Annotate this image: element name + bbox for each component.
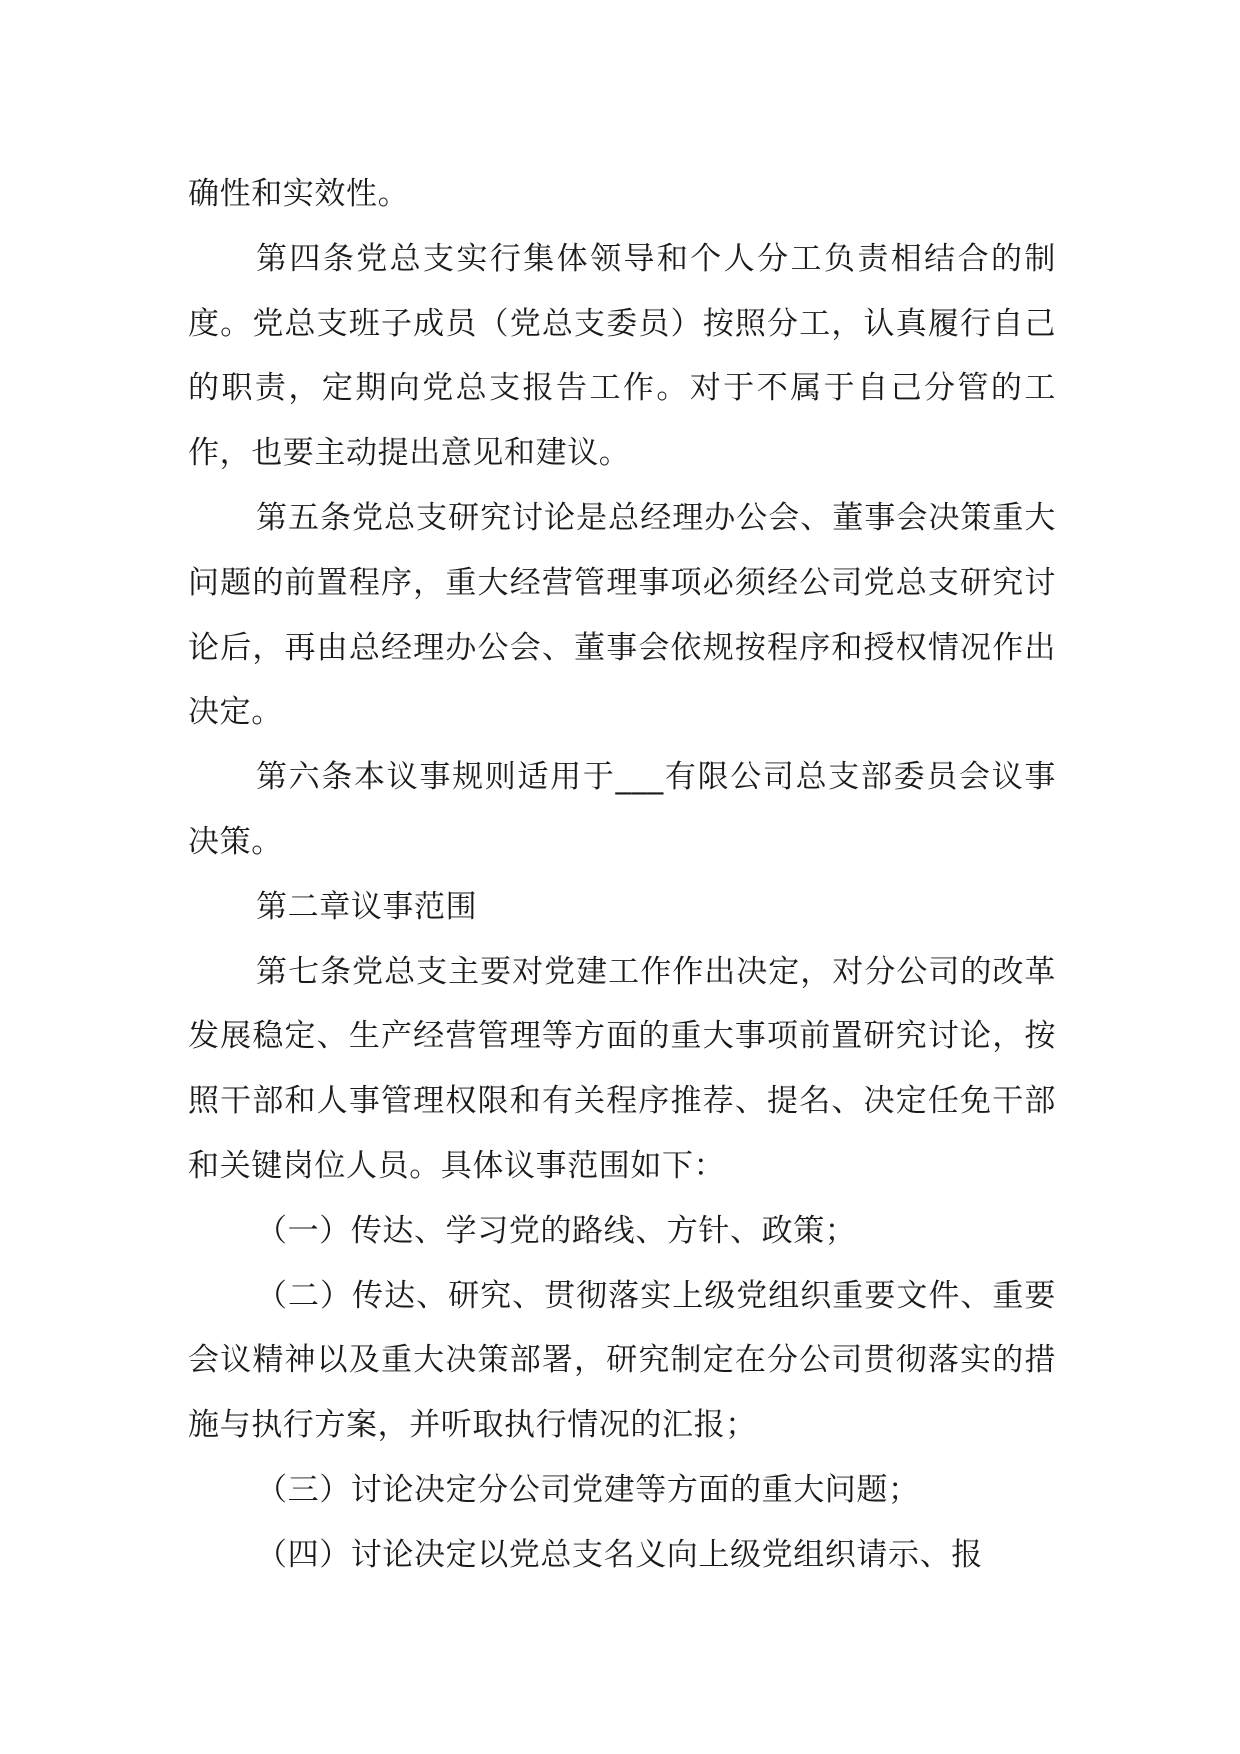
paragraph-continuation: 确性和实效性。 [188,176,410,212]
paragraph-article-4: 第四条党总支实行集体领导和个人分工负责相结合的制度。党总支班子成员（党总支委员）按照分工，认真履行自己的职责，定期向党总支报告工作。对于不属于自己分管的工作，也要主动提出意见和建议。 [188,240,1056,472]
list-item-4: （四）讨论决定以党总支名义向上级党组织请示、报 [256,1536,983,1573]
paragraph-article-6: 第六条本议事规则适用于___有限公司总支部委员会议事决策。 [188,759,1056,860]
list-item-2: （二）传达、研究、贯彻落实上级党组织重要文件、重要会议精神以及重大决策部署，研究制定在分公司贯彻落实的措施与执行方案，并听取执行情况的汇报； [188,1277,1056,1444]
chapter-heading: 第二章议事范围 [256,888,478,925]
list-item-3: （三）讨论决定分公司党建等方面的重大问题； [256,1471,920,1508]
paragraph-article-5: 第五条党总支研究讨论是总经理办公会、董事会决策重大问题的前置程序，重大经营管理事项必须经公司党总支研究讨论后，再由总经理办公会、董事会依规按程序和授权情况作出决定。 [188,499,1056,731]
paragraph-article-7: 第七条党总支主要对党建工作作出决定，对分公司的改革发展稳定、生产经营管理等方面的重大事项前置研究讨论，按照干部和人事管理权限和有关程序推荐、提名、决定任免干部和关键岗位人员。具体议事范围如下： [188,953,1056,1184]
list-item-1: （一）传达、学习党的路线、方针、政策； [256,1212,857,1249]
document-body [188,162,1056,1588]
